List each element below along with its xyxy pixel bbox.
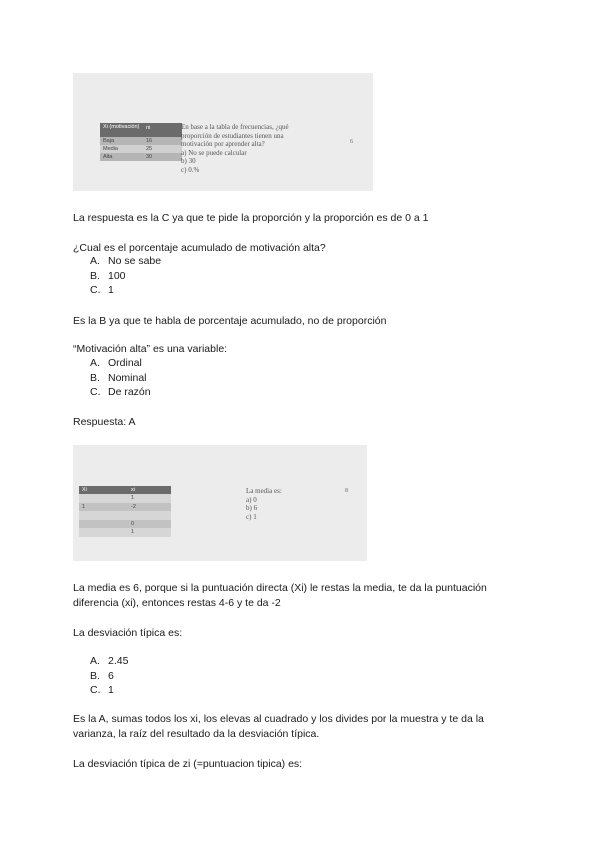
- table-row: [79, 511, 171, 520]
- table-cell: Alta: [103, 154, 113, 160]
- table-row: [100, 153, 182, 161]
- option-text: No se sabe: [108, 255, 162, 267]
- option-a: [90, 254, 161, 269]
- question-1-options: [90, 254, 161, 298]
- table-header-cell: xi: [131, 487, 135, 493]
- question-4: La desviación típica de zi (=puntuacion tipica) es:: [73, 758, 303, 770]
- image-question-number: 6: [350, 139, 353, 145]
- answer-explanation-2: Es la B ya que te habla de porcentaje acumulado, no de proporción: [73, 315, 387, 327]
- table-cell: 1: [82, 503, 86, 510]
- question-1: ¿Cual es el porcentaje acumulado de motivación alta?: [73, 242, 326, 254]
- question-3: La desviación típica es:: [73, 627, 183, 639]
- frequency-table: [100, 123, 182, 161]
- option-letter: B.: [90, 669, 100, 682]
- option-letter: A.: [90, 255, 100, 267]
- option-letter: C.: [90, 386, 101, 398]
- option-text: 1: [108, 684, 114, 696]
- question-3-options: [90, 654, 128, 698]
- table-row: [79, 503, 171, 512]
- option-letter: B.: [90, 371, 100, 384]
- option-letter: A.: [90, 357, 100, 369]
- image-question-line: proporción de estudiantes tienen una: [181, 131, 284, 140]
- image-question-line: c) 1: [246, 512, 257, 521]
- option-text: Nominal: [108, 371, 147, 384]
- table-row: [100, 145, 182, 153]
- option-text: 100: [108, 269, 126, 282]
- table-header-cell: Xi (motivación): [103, 124, 140, 130]
- answer-2: Respuesta: A: [73, 416, 136, 428]
- image-question-number: 8: [345, 488, 348, 494]
- table-header-cell: ni: [146, 125, 151, 131]
- image-question-text: [246, 487, 282, 521]
- option-text: 1: [108, 284, 114, 296]
- table-cell: 25: [146, 146, 153, 152]
- table-cell: Media: [103, 146, 118, 152]
- image-question-line: b) 30: [181, 157, 196, 165]
- option-c: [90, 385, 151, 400]
- option-c: [90, 683, 128, 698]
- option-b: [90, 269, 161, 284]
- table-row: [79, 528, 171, 537]
- option-letter: C.: [90, 684, 101, 696]
- scores-table: [79, 486, 171, 537]
- option-text: De razón: [108, 386, 151, 398]
- table-cell: 0: [131, 520, 135, 527]
- question-2: “Motivación alta” es una variable:: [73, 343, 228, 355]
- image-question-line: a) 0: [246, 495, 257, 504]
- table-cell: Baja: [103, 138, 115, 144]
- table-cell: 30: [146, 154, 153, 160]
- image-question-line: a) No se puede calcular: [181, 148, 247, 157]
- option-letter: A.: [90, 655, 100, 667]
- question-image-1: [73, 73, 373, 191]
- image-question-line: En base a la tabla de frecuencias, ¿qué: [181, 123, 289, 131]
- option-b: [90, 371, 151, 386]
- answer-explanation-3-line-1: La media es 6, porque si la puntuación directa (Xi) le restas la media, te da la puntuación: [73, 582, 487, 594]
- table-cell: -2: [131, 503, 136, 510]
- option-text: Ordinal: [108, 357, 142, 369]
- image-question-line: motivación por aprender alta?: [181, 140, 265, 148]
- option-a: [90, 356, 151, 371]
- image-question-line: c) 0.%: [181, 165, 200, 174]
- option-letter: C.: [90, 284, 101, 296]
- option-a: [90, 654, 128, 669]
- table-cell: 1: [131, 529, 135, 535]
- table-cell: 16: [146, 138, 153, 144]
- option-b: [90, 669, 128, 684]
- image-question-text: [181, 123, 289, 174]
- table-row: [79, 494, 171, 503]
- answer-explanation-4-line-1: Es la A, sumas todos los xi, los elevas al cuadrado y los divides por la muestra y te da la: [73, 713, 484, 725]
- option-c: [90, 283, 161, 298]
- image-question-line: La media es:: [246, 487, 282, 495]
- option-letter: B.: [90, 269, 100, 282]
- image-question-line: b) 6: [246, 504, 258, 512]
- table-header-cell: Xi: [82, 487, 87, 493]
- table-cell: 1: [131, 495, 135, 501]
- table-row: [100, 137, 182, 145]
- answer-explanation-3-line-2: diferencia (xi), entonces restas 4-6 y te da -2: [73, 597, 281, 609]
- table-header: [100, 123, 182, 137]
- table-row: [79, 520, 171, 529]
- option-text: 6: [108, 669, 114, 682]
- table-header: [79, 486, 171, 494]
- answer-explanation-4-line-2: varianza, la raíz del resultado da la desviación típica.: [73, 728, 320, 740]
- question-image-2: [73, 445, 367, 561]
- question-2-options: [90, 356, 151, 400]
- option-text: 2.45: [108, 655, 129, 667]
- answer-explanation-1: La respuesta es la C ya que te pide la proporción y la proporción es de 0 a 1: [73, 212, 429, 224]
